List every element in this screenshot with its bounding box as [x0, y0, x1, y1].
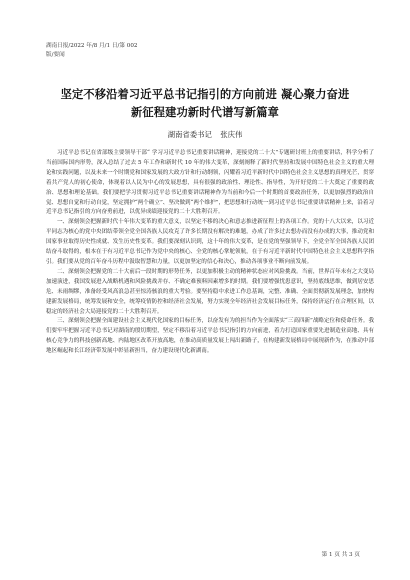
- body-paragraph-3: 二、深刻领会把握党的二十大前后一段时期的形势任务，以更加积极主动的精神状态应对风险挑战。当前，世界百年未有之大变局加速演进，我国发展进入战略机遇和风险挑战并存、不确定难预料因素增多的时期。我们要增强忧患意识，坚持底线思维，做到居安思危、未雨绸缪，准备经受风高浪急甚至惊涛骇浪的重大考验。要坚持稳中求进工作总基调，完整、准确、全面贯彻新发展理念，加快构建新发展格局，统筹发展和安全，统筹疫情防控和经济社会发展，努力实现全年经济社会发展目标任务，保持经济运行在合理区间，以稳定的经济社会大局迎接党的二十大胜利召开。: [46, 268, 374, 315]
- source-header: [46, 42, 137, 60]
- source-line-1: 湖南日报/2022 年/8 月/1 日/第 002: [46, 43, 138, 49]
- article-title-line-2: 新征程建功新时代谱写新篇章: [130, 105, 280, 119]
- author-byline: 湖南省委书记 张庆伟: [167, 130, 243, 139]
- article-body: [46, 149, 374, 357]
- page-number: 第 1 页 共 3 页: [321, 552, 360, 558]
- article-title-line-1: 坚定不移沿着习近平总书记指引的方向前进 凝心聚力奋进: [60, 87, 350, 101]
- source-line-2: 版/要闻: [46, 52, 65, 58]
- body-paragraph-1: 习近平总书记在省部级主要领导干部“ 学习习近平总书记重要讲话精神，迎接党的二十大”专题研讨班上的重要讲话，科学分析了当前国际国内形势，深入总结了过去 5 年工作和新时代 10 年的伟大变革，深刻阐释了新时代坚持和发展中国特色社会主义的重大理论和实践问题，以及未来一个时期党和国家发展的大政方针和行动纲领，闪耀着习近平新时代中国特色社会主义思想的真理光芒，贯穿着共产党人的初心使命，体现着以人民为中心的发展思想，具有很强的政治性、理论性、指导性，为开好党的二十大奠定了重要的政治、思想和理论基础。我们要把学习贯彻习近平总书记重要讲话精神作为当前和今后一个时期的首要政治任务，以更加强烈的政治自觉、思想自觉和行动自觉，坚定拥护“两个确立”、坚决做到“两个维护”，把思想和行动统一到习近平总书记重要讲话精神上来，沿着习近平总书记指引的方向奋勇前进，以优异成绩迎接党的二十大胜利召开。: [46, 150, 374, 216]
- body-paragraph-2: 一、深刻领会把握新时代十年伟大变革的重大意义，以坚定不移的决心和意志推进新征程上的各项工作。党的十八大以来，以习近平同志为核心的党中央团结带领全党全国各族人民攻克了许多长期没有解决的难题，办成了许多过去想办而没有办成的大事，推动党和国家事业取得历史性成就、发生历史性变革。我们要深刻认识到，这十年的伟大变革，是在党的坚强领导下，全党全军全国各族人民团结奋斗取得的，根本在于有习近平总书记作为党中央的核心、全党的核心掌舵领航，在于有习近平新时代中国特色社会主义思想科学指引。我们要从党的百年奋斗历程中汲取智慧和力量，以更加坚定的信心和决心，推动各项事业不断向前发展。: [46, 219, 374, 265]
- body-paragraph-4: 三、深刻领会把握全面建设社会主义现代化国家的目标任务，以奋发有为的担当作为全面落实“三高四新”战略定位和使命任务。我们要牢牢把握习近平总书记对湖南的殷切期望，坚定不移沿着习近平总书记指引的方向前进，着力打造国家重要先进制造业高地、具有核心竞争力的科技创新高地、内陆地区改革开放高地，在推动高质量发展上闯出新路子，在构建新发展格局中展现新作为，在推动中部地区崛起和长江经济带发展中彰显新担当，奋力建设现代化新湖南。: [46, 318, 374, 355]
